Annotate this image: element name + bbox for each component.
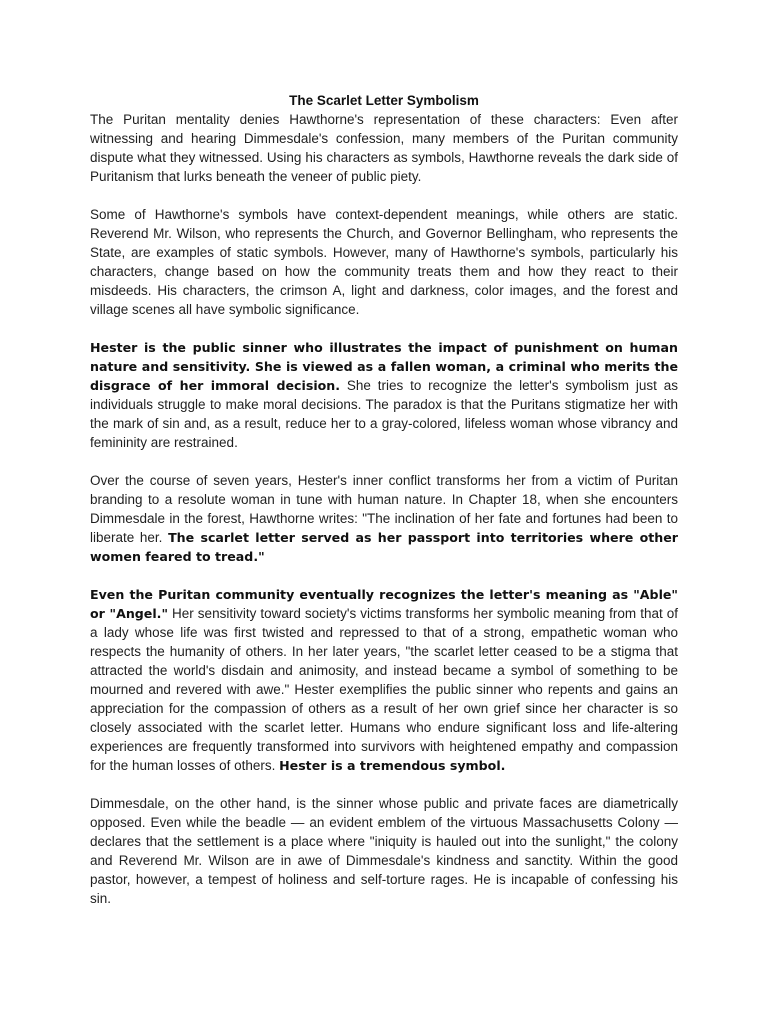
document-title: The Scarlet Letter Symbolism bbox=[289, 93, 479, 108]
paragraph-text: She tries to recognize the letter's symbolism just as individuals struggle to make moral decisions. The paradox is that the Puritans stigmatize her with the mark of sin and, as a result, reduce her to a gray-colored, lifeless woman whose vibrancy and femininity are restrained. bbox=[90, 378, 678, 450]
paragraph-hester-public-sinner bbox=[90, 338, 678, 452]
paragraph-text: Some of Hawthorne's symbols have context-dependent meanings, while others are static. Reverend Mr. Wilson, who represents the Church, and Governor Bellingham, who represents the State, are examples of static symbols. However, many of Hawthorne's symbols, particularly his characters, change based on how the community treats them and how they react to their misdeeds. His characters, the crimson A, light and darkness, color images, and the forest and village scenes all have symbolic significance. bbox=[90, 207, 678, 317]
paragraph-puritan-mentality bbox=[90, 110, 678, 186]
bold-text: Hester is the public sinner who illustrates the impact of punishment on human nature and sensitivity. She is viewed as a fallen woman, a criminal who merits the disgrace of her immoral decision. bbox=[90, 340, 678, 393]
paragraph-able-or-angel bbox=[90, 585, 678, 775]
paragraph-text: Her sensitivity toward society's victims transforms her symbolic meaning from that of a lady whose life was first twisted and repressed to that of a strong, empathetic woman who respects the humanity of others. In her later years, "the scarlet letter ceased to be a stigma that attracted the world's disdain and animosity, and instead became a symbol of something to be mourned and revered with awe." Hester exemplifies the public sinner who repents and gains an appreciation for the compassion of others as a result of her own grief since her character is so closely associated with the scarlet letter. Humans who endure significant loss and life-altering experiences are frequently transformed into survivors with heightened empathy and compassion for the human losses of others. bbox=[90, 606, 678, 773]
paragraph-static-symbols bbox=[90, 205, 678, 319]
bold-text: Even the Puritan community eventually recognizes the letter's meaning as "Able" or "Angel." bbox=[90, 587, 678, 621]
paragraph-text: The Puritan mentality denies Hawthorne's representation of these characters: Even after witnessing and hearing Dimmesdale's confession, many members of the Puritan community dispute what they witnessed. Using his characters as symbols, Hawthorne reveals the dark side of Puritanism that lurks beneath the veneer of public piety. bbox=[90, 112, 678, 184]
paragraph-text: Dimmesdale, on the other hand, is the sinner whose public and private faces are diametrically opposed. Even while the beadle — an evident emblem of the virtuous Massachusetts Colony — declares that the settlement is a place where "iniquity is hauled out into the sunlight," the colony and Reverend Mr. Wilson are in awe of Dimmesdale's kindness and sanctity. Within the good pastor, however, a tempest of holiness and self-torture rages. He is incapable of confessing his sin. bbox=[90, 796, 678, 906]
bold-text: The scarlet letter served as her passport into territories where other women feared to tread." bbox=[90, 530, 679, 564]
bold-text: Hester is a tremendous symbol. bbox=[279, 758, 506, 773]
paragraph-dimmesdale bbox=[90, 794, 678, 908]
paragraph-text: Over the course of seven years, Hester's inner conflict transforms her from a victim of Puritan branding to a resolute woman in tune with human nature. In Chapter 18, when she encounters Dimmesdale in the forest, Hawthorne writes: "The inclination of her fate and fortunes had been to liberate her. bbox=[90, 473, 678, 545]
document-page bbox=[90, 91, 678, 908]
paragraph-seven-years bbox=[90, 471, 678, 566]
